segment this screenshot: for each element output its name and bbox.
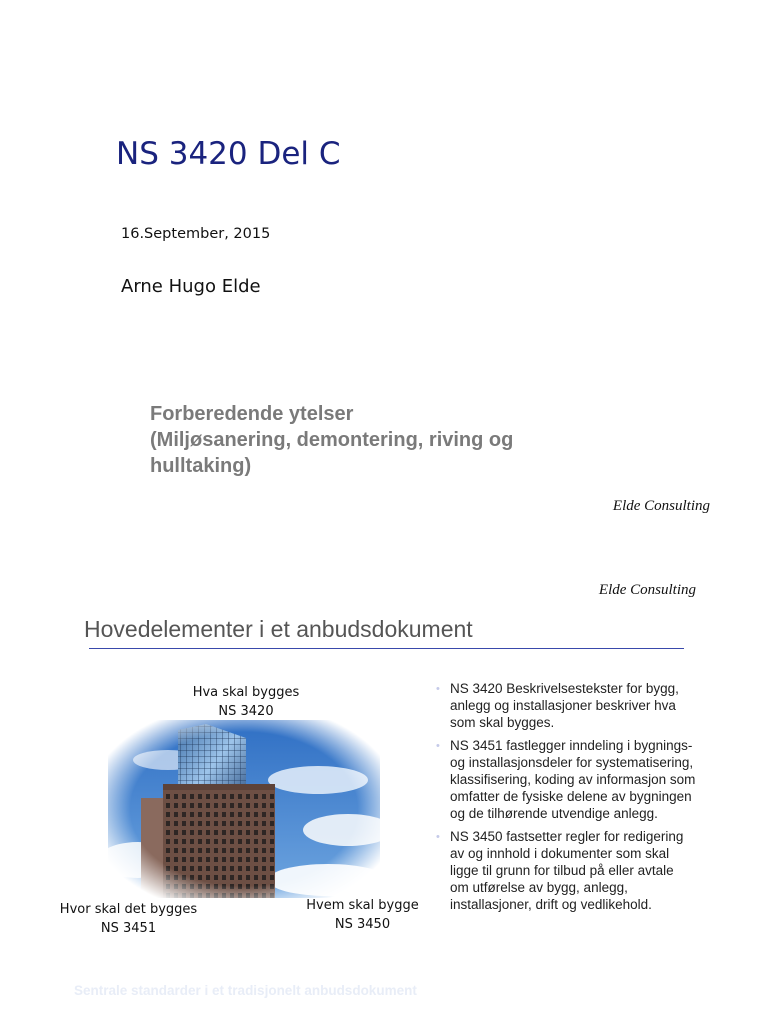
bullet-item (436, 680, 696, 731)
bullet-item (436, 828, 696, 913)
caption-line: Hvem skal bygge (306, 898, 419, 913)
brand-footer: Elde Consulting (612, 498, 710, 514)
caption-line: NS 3420 (218, 704, 274, 719)
bullet-icon: • (436, 740, 440, 752)
caption-who-builds (300, 896, 425, 934)
subtitle-line: Forberedende ytelser (150, 403, 354, 425)
caption-line: NS 3450 (334, 917, 391, 932)
caption-line: NS 3451 (100, 921, 157, 936)
building-photo (108, 720, 380, 898)
slide-subtitle (150, 401, 630, 479)
slide-title: Hovedelementer i et anbudsdokument (84, 616, 473, 642)
title-divider (89, 648, 684, 649)
caption-line: Hvor skal det bygges (59, 902, 198, 917)
bullet-list (436, 680, 696, 919)
subtitle-line: (Miljøsanering, demontering, riving og (150, 429, 514, 451)
bullet-item (436, 737, 696, 822)
brand-header: Elde Consulting (598, 582, 696, 598)
subtitle-line: hulltaking) (150, 455, 252, 477)
presentation-date: 16.September, 2015 (121, 226, 271, 242)
bullet-icon: • (436, 683, 440, 695)
caption-where-to-build (56, 900, 201, 938)
slide-footer: Sentrale standarder i et tradisjonelt anbudsdokument (74, 983, 417, 998)
author-name: Arne Hugo Elde (121, 276, 261, 297)
bullet-text: NS 3451 fastlegger inndeling i bygnings- og installasjonsdeler for systematisering, klassifisering, koding av informasjon som omfatter de fysiske delene av bygningen og de tilhørende utvendige anlegg. (450, 738, 696, 821)
caption-line: Hva skal bygges (192, 685, 300, 700)
bullet-text: NS 3450 fastsetter regler for redigering av og innhold i dokumenter som skal ligge til grunn for tilbud på eller avtale om utførelse av bygg, anlegg, installasjoner, drift og vedlikehold. (450, 829, 684, 912)
bullet-icon: • (436, 831, 440, 843)
slide-title: NS 3420 Del C (116, 136, 341, 172)
bullet-text: NS 3420 Beskrivelsestekster for bygg, anlegg og installasjoner beskriver hva som skal bygges. (450, 681, 679, 730)
caption-what-to-build (176, 683, 316, 721)
